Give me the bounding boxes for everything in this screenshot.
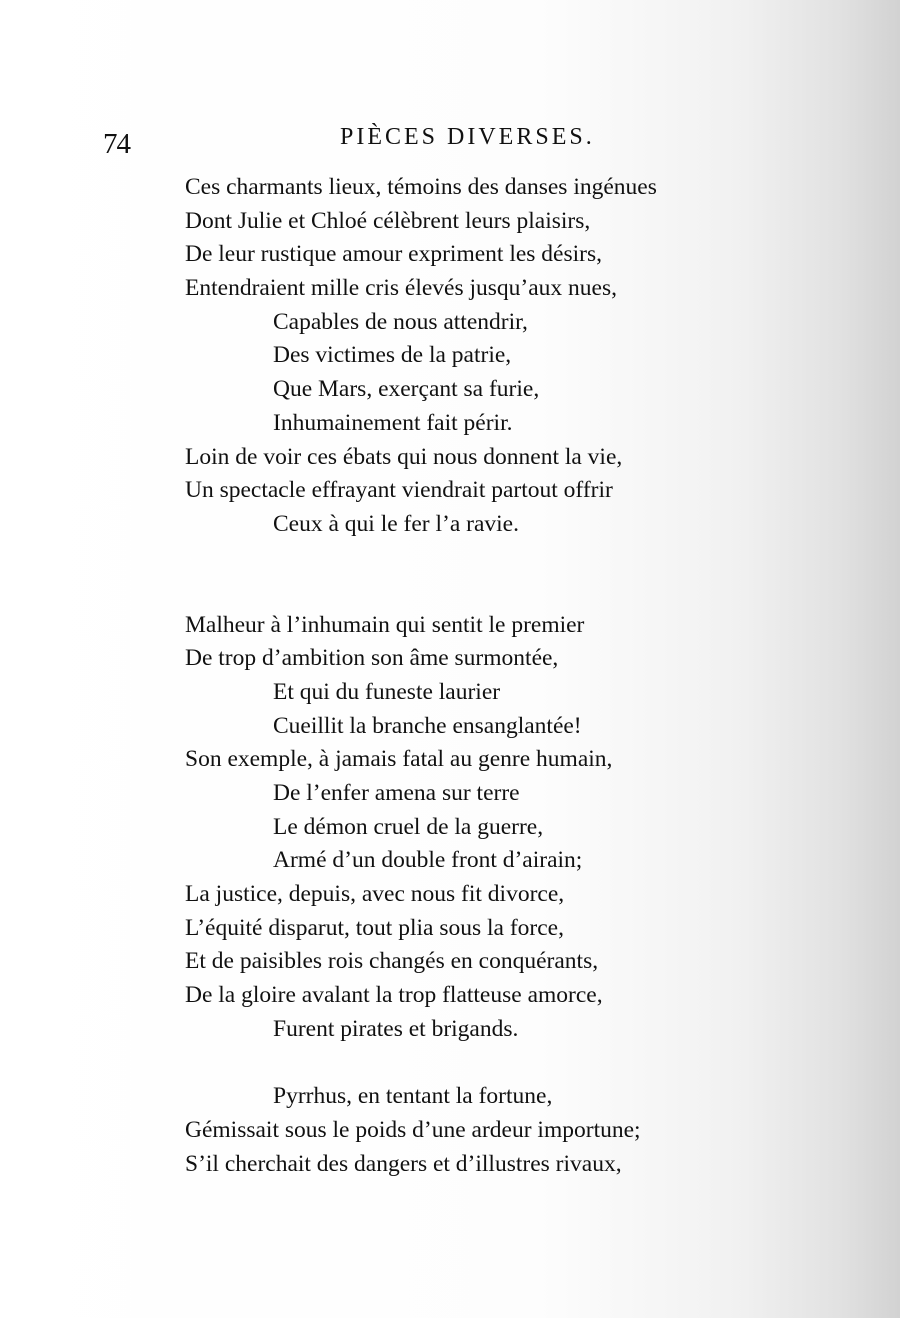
verse-line-indented: Le démon cruel de la guerre, xyxy=(273,813,544,840)
verse-line-indented: Pyrrhus, en tentant la fortune, xyxy=(273,1083,553,1110)
verse-line: Gémissait sous le poids d’une ardeur importune; xyxy=(185,1116,641,1143)
verse-line: Entendraient mille cris élevés jusqu’aux nues, xyxy=(185,275,618,302)
verse-line-indented: Inhumainement fait périr. xyxy=(273,409,513,436)
stanza-2 xyxy=(185,609,825,1047)
verse-line: Dont Julie et Chloé célèbrent leurs plaisirs, xyxy=(185,207,591,234)
verse-line: Ces charmants lieux, témoins des danses ingénues xyxy=(185,174,657,200)
poem xyxy=(185,171,825,1181)
stanza-break xyxy=(185,1047,825,1081)
verse-line-indented: Ceux à qui le fer l’a ravie. xyxy=(273,510,519,537)
verse-line: Et de paisibles rois changés en conquérants, xyxy=(185,948,599,975)
verse-line-indented: Capables de nous attendrir, xyxy=(273,308,528,335)
stanza-3 xyxy=(185,1080,825,1181)
verse-line: L’équité disparut, tout plia sous la force, xyxy=(185,914,564,941)
verse-line-indented: Que Mars, exerçant sa furie, xyxy=(273,376,540,403)
verse-line: De la gloire avalant la trop flatteuse amorce, xyxy=(185,982,603,1009)
verse-line-indented: Armé d’un double front d’airain; xyxy=(273,847,583,874)
verse-line-indented: Des victimes de la patrie, xyxy=(273,342,512,369)
verse-line-indented: Cueillit la branche ensanglantée! xyxy=(273,712,582,739)
verse-line: Loin de voir ces ébats qui nous donnent la vie, xyxy=(185,443,623,470)
verse-line: S’il cherchait des dangers et d’illustres rivaux, xyxy=(185,1150,622,1177)
verse-line-indented: Furent pirates et brigands. xyxy=(273,1015,519,1042)
page-number: 74 xyxy=(103,128,130,160)
verse-line-indented: Et qui du funeste laurier xyxy=(273,678,501,705)
stanza-1 xyxy=(185,171,825,542)
verse-line: De leur rustique amour expriment les désirs, xyxy=(185,241,603,268)
verse-line: De trop d’ambition son âme surmontée, xyxy=(185,645,559,672)
verse-line: Malheur à l’inhumain qui sentit le premier xyxy=(185,611,585,638)
stanza-break xyxy=(185,542,825,609)
running-title: PIÈCES DIVERSES. xyxy=(340,124,595,150)
verse-line: Un spectacle effrayant viendrait partout offrir xyxy=(185,477,613,504)
verse-line-indented: De l’enfer amena sur terre xyxy=(273,780,520,806)
verse-line: Son exemple, à jamais fatal au genre humain, xyxy=(185,746,613,773)
verse-line: La justice, depuis, avec nous fit divorce, xyxy=(185,881,565,908)
